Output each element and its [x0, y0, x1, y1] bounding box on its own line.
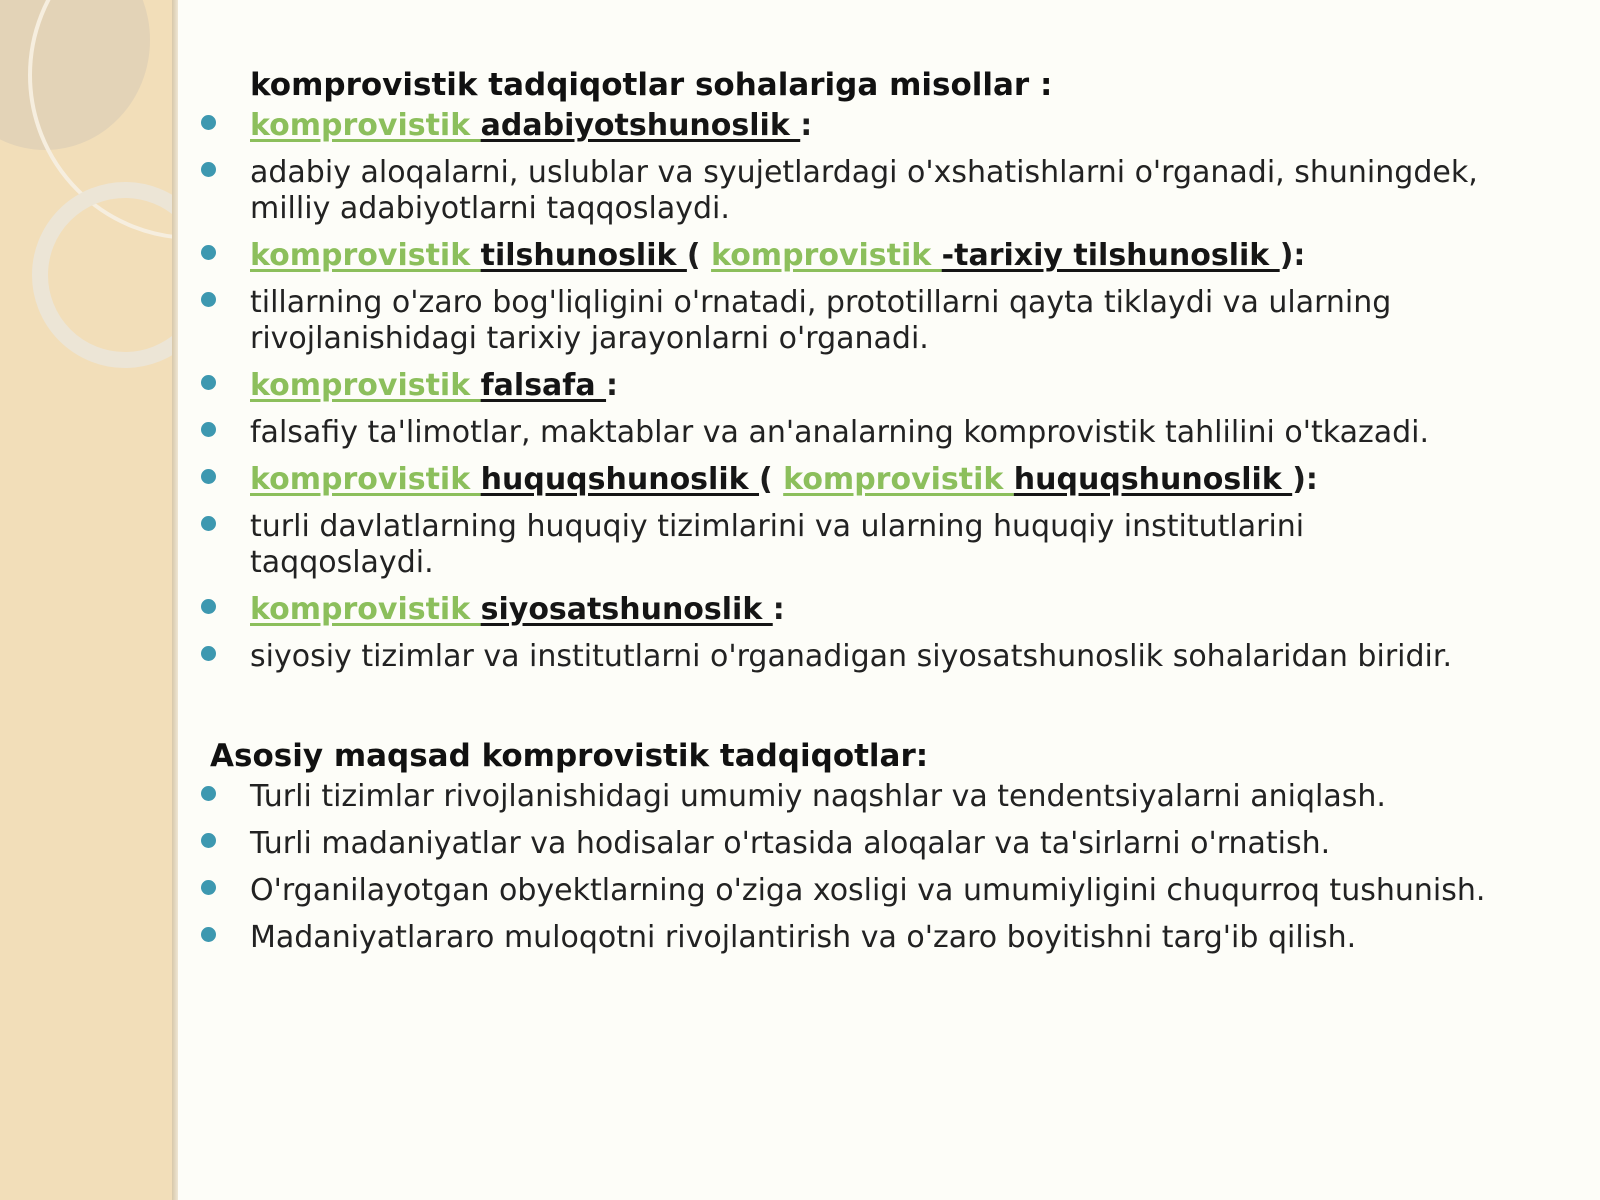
term-link[interactable]: komprovistik — [250, 462, 481, 497]
term-link[interactable]: komprovistik — [250, 368, 481, 403]
term-link[interactable]: huquqshunoslik — [480, 462, 760, 497]
term-link[interactable]: siyosatshunoslik — [480, 592, 773, 627]
topic-description-literature: adabiy aloqalarni, uslublar va syujetlardagi o'xshatishlarni o'rganadi, shuningdek, milliy adabiyotlarni taqqoslaydi. — [200, 155, 1490, 227]
slide-content — [200, 64, 1490, 967]
punctuation: : — [800, 108, 813, 143]
punctuation: : — [606, 368, 619, 403]
topic-title-literature — [200, 108, 1490, 144]
term-link[interactable]: -tarixiy tilshunoslik — [941, 238, 1280, 273]
sidebar-edge — [172, 0, 178, 1200]
topic-title-politics — [200, 592, 1490, 628]
term-link[interactable]: komprovistik — [250, 108, 481, 143]
term-link[interactable]: adabiyotshunoslik — [480, 108, 801, 143]
goal-item: Turli tizimlar rivojlanishidagi umumiy naqshlar va tendentsiyalarni aniqlash. — [200, 779, 1490, 815]
term-link[interactable]: falsafa — [480, 368, 607, 403]
topic-title-linguistics — [200, 238, 1490, 274]
goals-heading: Asosiy maqsad komprovistik tadqiqotlar: — [210, 738, 929, 774]
topic-description-philosophy: falsafiy ta'limotlar, maktablar va an'analarning komprovistik tahlilini o'tkazadi. — [200, 415, 1490, 451]
punctuation: ): — [1292, 462, 1318, 497]
decorative-sidebar — [0, 0, 177, 1200]
examples-heading: komprovistik tadqiqotlar sohalariga misollar : — [250, 67, 1053, 103]
punctuation: ( — [686, 238, 712, 273]
topic-title-philosophy — [200, 368, 1490, 404]
term-link[interactable]: komprovistik — [250, 238, 481, 273]
punctuation: ( — [759, 462, 784, 497]
topic-description-politics: siyosiy tizimlar va institutlarni o'rganadigan siyosatshunoslik sohalaridan biridir. — [200, 639, 1490, 675]
goals-list — [200, 779, 1490, 956]
topic-title-law — [200, 462, 1490, 498]
goal-item: O'rganilayotgan obyektlarning o'ziga xosligi va umumiyligini chuqurroq tushunish. — [200, 873, 1490, 909]
term-link[interactable]: huquqshunoslik — [1013, 462, 1293, 497]
topic-description-linguistics: tillarning o'zaro bog'liqligini o'rnatadi, prototillarni qayta tiklaydi va ularning rivojlanishidagi tarixiy jarayonlarni o'rganadi. — [200, 285, 1490, 357]
goal-item: Madaniyatlararo muloqotni rivojlantirish va o'zaro boyitishni targ'ib qilish. — [200, 920, 1490, 956]
term-link[interactable]: komprovistik — [711, 238, 942, 273]
goal-item: Turli madaniyatlar va hodisalar o'rtasida aloqalar va ta'sirlarni o'rnatish. — [200, 826, 1490, 862]
topic-description-law: turli davlatlarning huquqiy tizimlarini va ularning huquqiy institutlarini taqqoslaydi. — [200, 509, 1490, 581]
decorative-ring — [32, 182, 177, 368]
punctuation: : — [772, 592, 785, 627]
term-link[interactable]: tilshunoslik — [480, 238, 687, 273]
topics-list — [200, 108, 1490, 675]
term-link[interactable]: komprovistik — [250, 592, 481, 627]
term-link[interactable]: komprovistik — [783, 462, 1014, 497]
punctuation: ): — [1279, 238, 1306, 273]
